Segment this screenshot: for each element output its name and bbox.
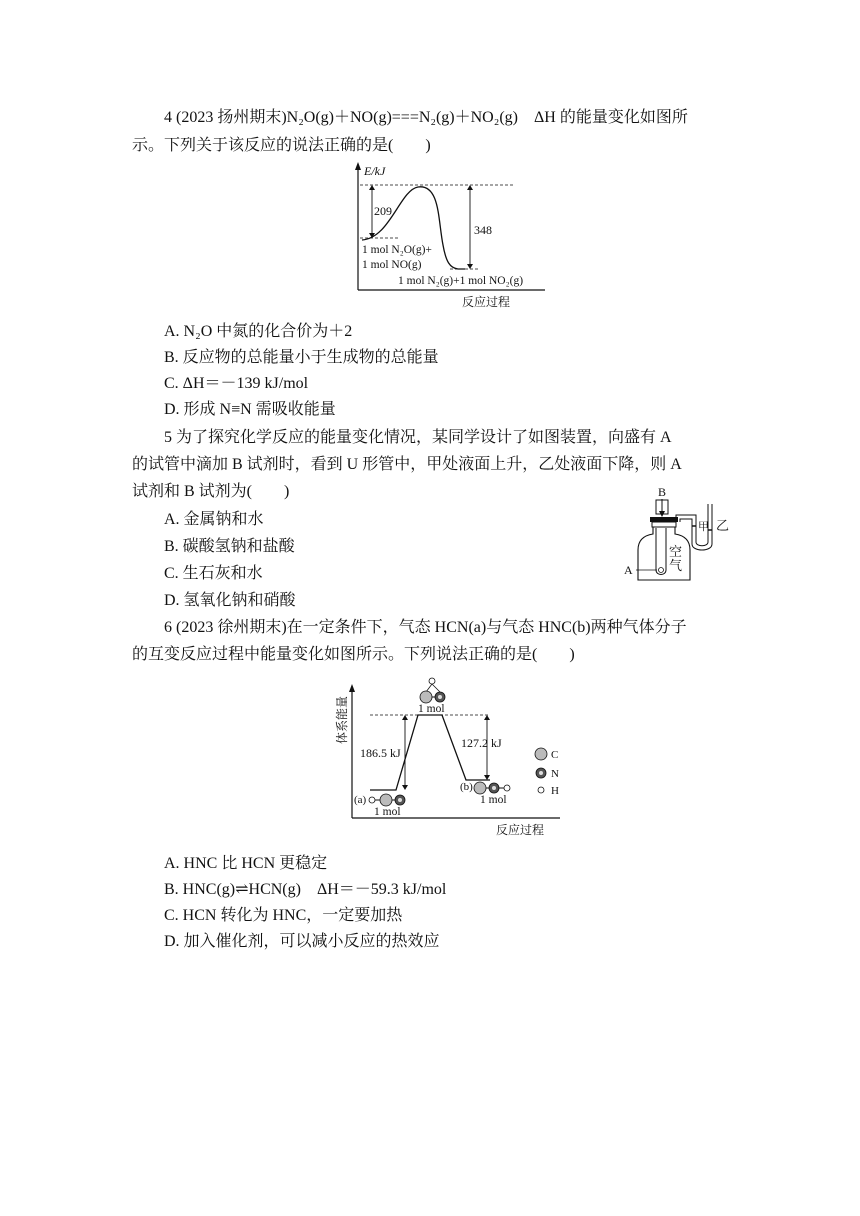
q6-option-d[interactable]: D. 加入催化剂，可以减小反应的热效应: [164, 933, 440, 950]
q4-stem-line-1: 4 (2023 扬州期末)N₂O(g)＋NO(g)===N₂(g)＋NO₂(g) ΔH 的能量变化如图所: [164, 109, 688, 126]
q6-y-axis-arrow: [349, 684, 355, 692]
q5-label-air-2: 气: [669, 558, 683, 573]
q6-ts-label: 1 mol: [418, 703, 445, 715]
q6-x-label: 反应过程: [496, 823, 545, 837]
q4-y-label: E/kJ: [364, 164, 386, 178]
q6-legend-h: H: [551, 785, 559, 797]
q4-option-b[interactable]: B. 反应物的总能量小于生成物的总能量: [164, 349, 439, 366]
q6-a-label: (a): [354, 794, 367, 806]
q4-reverse-value: 348: [474, 223, 492, 237]
q5-label-air-1: 空: [669, 544, 683, 559]
q4-x-label: 反应过程: [462, 295, 511, 309]
q5-stem-line-2: 的试管中滴加 B 试剂时，看到 U 形管中，甲处液面上升，乙处液面下降，则 A: [132, 456, 682, 473]
q6-option-b[interactable]: B. HNC(g)⇌HCN(g) ΔH＝－59.3 kJ/mol: [164, 881, 447, 898]
q4-y-axis-arrow: [355, 162, 361, 170]
q4-option-c[interactable]: C. ΔH＝－139 kJ/mol: [164, 375, 309, 392]
q5-apparatus-diagram: [620, 484, 740, 584]
q6-legend-h-marker: [538, 787, 544, 793]
q5-label-jia: 甲: [698, 521, 709, 533]
q5-option-d[interactable]: D. 氢氧化钠和硝酸: [164, 592, 296, 609]
q6-b-label: (b): [460, 781, 473, 793]
q6-a-amount: 1 mol: [374, 806, 401, 818]
q5-option-b[interactable]: B. 碳酸氢钠和盐酸: [164, 538, 295, 555]
q6-b-amount: 1 mol: [480, 794, 507, 806]
q4-option-a[interactable]: A. N₂O 中氮的化合价为＋2: [164, 323, 353, 340]
q4-reaction-curve: [362, 187, 465, 269]
q4-product-label: 1 mol N₂(g)+1 mol NO₂(g): [398, 275, 524, 287]
q5-label-a: A: [624, 563, 633, 577]
q6-legend-c: C: [551, 749, 559, 761]
q4-stem-line-2: 示。下列关于该反应的说法正确的是( ): [132, 137, 431, 154]
q5-flask: [638, 527, 690, 580]
q5-option-c[interactable]: C. 生石灰和水: [164, 565, 263, 582]
q6-y-label: 体系能量: [335, 695, 349, 744]
q6-forward-value: 186.5 kJ: [360, 746, 401, 760]
q4-reactant-label-1: 1 mol N₂O(g)+: [362, 244, 432, 256]
q6-legend-n: N: [551, 768, 559, 780]
q5-stem-line-1: 5 为了探究化学反应的能量变化情况，某同学设计了如图装置，向盛有 A: [164, 429, 672, 446]
q5-stem-line-3: 试剂和 B 试剂为( ): [132, 483, 290, 500]
q4-energy-diagram: [340, 160, 550, 310]
q6-option-a[interactable]: A. HNC 比 HCN 更稳定: [164, 855, 328, 872]
q6-reverse-value: 127.2 kJ: [461, 736, 502, 750]
q4-option-d[interactable]: D. 形成 N≡N 需吸收能量: [164, 401, 336, 418]
q6-stem-line-2: 的互变反应过程中能量变化如图所示。下列说法正确的是( ): [132, 646, 575, 663]
q6-stem-line-1: 6 (2023 徐州期末)在一定条件下，气态 HCN(a)与气态 HNC(b)两种气体分子: [164, 619, 687, 636]
q6-energy-diagram: [330, 674, 590, 844]
q5-label-yi: 乙: [716, 518, 730, 533]
q5-option-a[interactable]: A. 金属钠和水: [164, 511, 264, 528]
q5-label-b: B: [658, 485, 667, 499]
q4-barrier-value: 209: [374, 204, 392, 218]
q4-reactant-label-2: 1 mol NO(g): [362, 259, 422, 271]
q6-option-c[interactable]: C. HCN 转化为 HNC，一定要加热: [164, 907, 403, 924]
q6-legend-c-marker: [535, 748, 547, 760]
